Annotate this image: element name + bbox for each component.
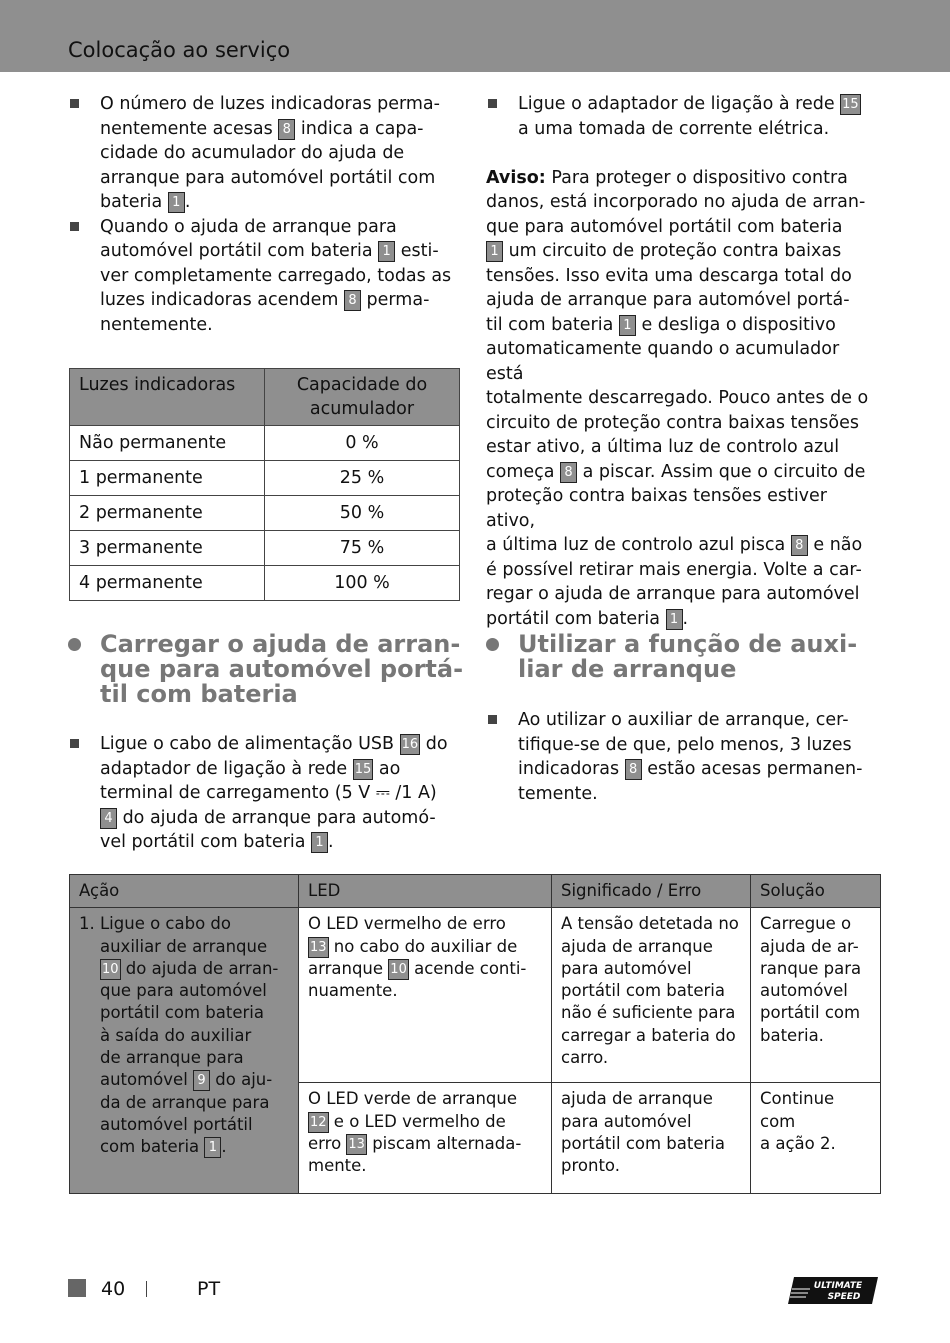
table-cell: Carregue o ajuda de ar- ranque para automóvel portátil com bateria. — [751, 908, 881, 1083]
table-header-cell: Luzes indicadoras — [70, 369, 265, 426]
reference-number-badge: 15 — [353, 759, 374, 780]
list-item — [68, 732, 463, 855]
bullet-square-icon — [488, 715, 497, 724]
table-row — [70, 566, 460, 601]
reference-number-badge: 1 — [378, 241, 395, 262]
reference-number-badge: 10 — [388, 959, 409, 980]
table-row — [70, 531, 460, 566]
table-cell: 1. Ligue o cabo do auxiliar de arranque 10 do ajuda de arran- que para automóvel portátil com bateria à saída do auxiliar de arranque para automóvel 9 do aju- da de arranque para automóvel portátil com bateria 1 . — [70, 908, 299, 1194]
reference-number-badge: 8 — [344, 290, 361, 311]
reference-number-badge: 1 — [204, 1137, 221, 1158]
table-cell: O LED verde de arranque 12 e o LED vermelho de erro 13 piscam alternada- mente. — [299, 1083, 552, 1194]
reference-number-badge: 1 — [168, 192, 185, 213]
table-header-row — [70, 875, 881, 908]
start-instructions — [486, 708, 881, 806]
table-row — [70, 426, 460, 461]
footer-square-icon — [68, 1279, 86, 1297]
table-header-cell: Ação — [70, 875, 299, 908]
reference-number-badge: 16 — [400, 734, 421, 755]
table-row — [70, 908, 881, 1083]
reference-number-badge: 10 — [100, 959, 121, 980]
table-cell: 50 % — [265, 496, 460, 531]
reference-number-badge: 4 — [100, 808, 117, 829]
reference-number-badge: 12 — [308, 1112, 329, 1133]
table-cell: O LED vermelho de erro 13 no cabo do auxiliar de arranque 10 acende conti- nuamente. — [299, 908, 552, 1083]
table-cell: 25 % — [265, 461, 460, 496]
heading-bullet-icon — [486, 638, 499, 651]
reference-number-badge: 1 — [666, 609, 683, 630]
table-row — [70, 496, 460, 531]
capacity-table — [69, 368, 460, 601]
bullet-text: Ligue o cabo de alimentação USB 16 do adaptador de ligação à rede 15 ao terminal de carregamento (5 V ⎓ /1 A) 4 do ajuda de arranque para automó- vel portátil com bateria 1 . — [100, 734, 448, 852]
charge-instructions — [68, 732, 463, 855]
section-heading-charge — [68, 632, 468, 707]
reference-number-badge: 1 — [619, 315, 636, 336]
table-cell: 2 permanente — [70, 496, 265, 531]
ultimate-speed-logo — [788, 1277, 878, 1304]
header-bar — [0, 0, 950, 72]
table-row — [70, 461, 460, 496]
table-cell: 100 % — [265, 566, 460, 601]
table-cell: Continue com a ação 2. — [751, 1083, 881, 1194]
reference-number-badge: 9 — [193, 1070, 210, 1091]
page-title: Colocação ao serviço — [68, 38, 291, 62]
warning-label: Aviso: — [486, 167, 546, 188]
bullet-square-icon — [488, 99, 497, 108]
warning-paragraph — [486, 166, 881, 632]
list-item — [486, 708, 881, 806]
bullet-text: O número de luzes indicadoras perma- nentemente acesas 8 indica a capa- cidade do acumulador do ajuda de arranque para automóvel portátil com bateria 1 . — [100, 94, 440, 212]
table-header-cell: LED — [299, 875, 552, 908]
table-cell: 4 permanente — [70, 566, 265, 601]
reference-number-badge: 8 — [625, 759, 642, 780]
language-code: PT — [197, 1278, 221, 1300]
table-header-row — [70, 369, 460, 426]
table-cell: 1 permanente — [70, 461, 265, 496]
left-column — [68, 92, 460, 337]
table-header-cell: Solução — [751, 875, 881, 908]
reference-number-badge: 8 — [278, 119, 295, 140]
bullet-square-icon — [70, 739, 79, 748]
heading-text: Utilizar a função de auxi- liar de arranque — [518, 630, 858, 683]
reference-number-badge: 8 — [560, 462, 577, 483]
footer-divider — [146, 1281, 147, 1297]
section-heading-start — [486, 632, 886, 682]
bullet-square-icon — [70, 99, 79, 108]
logo-line2: SPEED — [827, 1292, 861, 1302]
reference-number-badge: 1 — [311, 832, 328, 853]
right-column — [486, 92, 881, 631]
list-item — [486, 92, 881, 141]
bullet-text: Ligue o adaptador de ligação à rede 15 a uma tomada de corrente elétrica. — [518, 94, 859, 139]
bullet-text: Quando o ajuda de arranque para automóvel portátil com bateria 1 esti- ver completamente carregado, todas as luzes indicadoras acendem 8 perma- nentemente. — [100, 216, 452, 335]
bullet-square-icon — [70, 222, 79, 231]
table-cell: Não permanente — [70, 426, 265, 461]
reference-number-badge: 15 — [840, 94, 861, 115]
warning-text: Para proteger o dispositivo contra danos, está incorporado no ajuda de arran- que para automóvel portátil com bateria 1 um circuito de proteção contra baixas tensões. Isso evita uma descarga total do ajuda de arranque para automóvel portá- til com bateria 1 e desliga o dispositivo automaticamente quando o acumulador está totalmente descarregado. Pouco antes de o circuito de proteção contra baixas tensões estar ativo, a última luz de controlo azul começa 8 a piscar. Assim que o circuito de proteção contra baixas tensões estiver ativo, a última luz de controlo azul pisca 8 e não é possível retirar mais energia. Volte a car- regar o ajuda de arranque para automóvel portátil com bateria 1 . — [486, 167, 869, 629]
page-number: 40 — [101, 1278, 126, 1300]
heading-text: Carregar o ajuda de arran- que para automóvel portá- til com bateria — [100, 630, 464, 708]
reference-number-badge: 8 — [791, 535, 808, 556]
bullet-text: Ao utilizar o auxiliar de arranque, cer- tifique-se de que, pelo menos, 3 luzes indicadoras 8 estão acesas permanen- temente. — [518, 710, 863, 804]
reference-number-badge: 1 — [486, 241, 503, 262]
table-cell: 0 % — [265, 426, 460, 461]
reference-number-badge: 13 — [308, 937, 329, 958]
heading-bullet-icon — [68, 638, 81, 651]
table-header-cell: Capacidade do acumulador — [265, 369, 460, 426]
table-cell: 3 permanente — [70, 531, 265, 566]
table-cell: 75 % — [265, 531, 460, 566]
list-item — [68, 215, 460, 338]
table-header-cell: Significado / Erro — [552, 875, 751, 908]
table-cell: A tensão detetada no ajuda de arranque para automóvel portátil com bateria não é suficiente para carregar a bateria do carro. — [552, 908, 751, 1083]
reference-number-badge: 13 — [346, 1134, 367, 1155]
table-cell: ajuda de arranque para automóvel portátil com bateria pronto. — [552, 1083, 751, 1194]
logo-line1: ULTIMATE — [813, 1281, 863, 1291]
list-item — [68, 92, 460, 215]
action-table — [69, 874, 881, 1194]
